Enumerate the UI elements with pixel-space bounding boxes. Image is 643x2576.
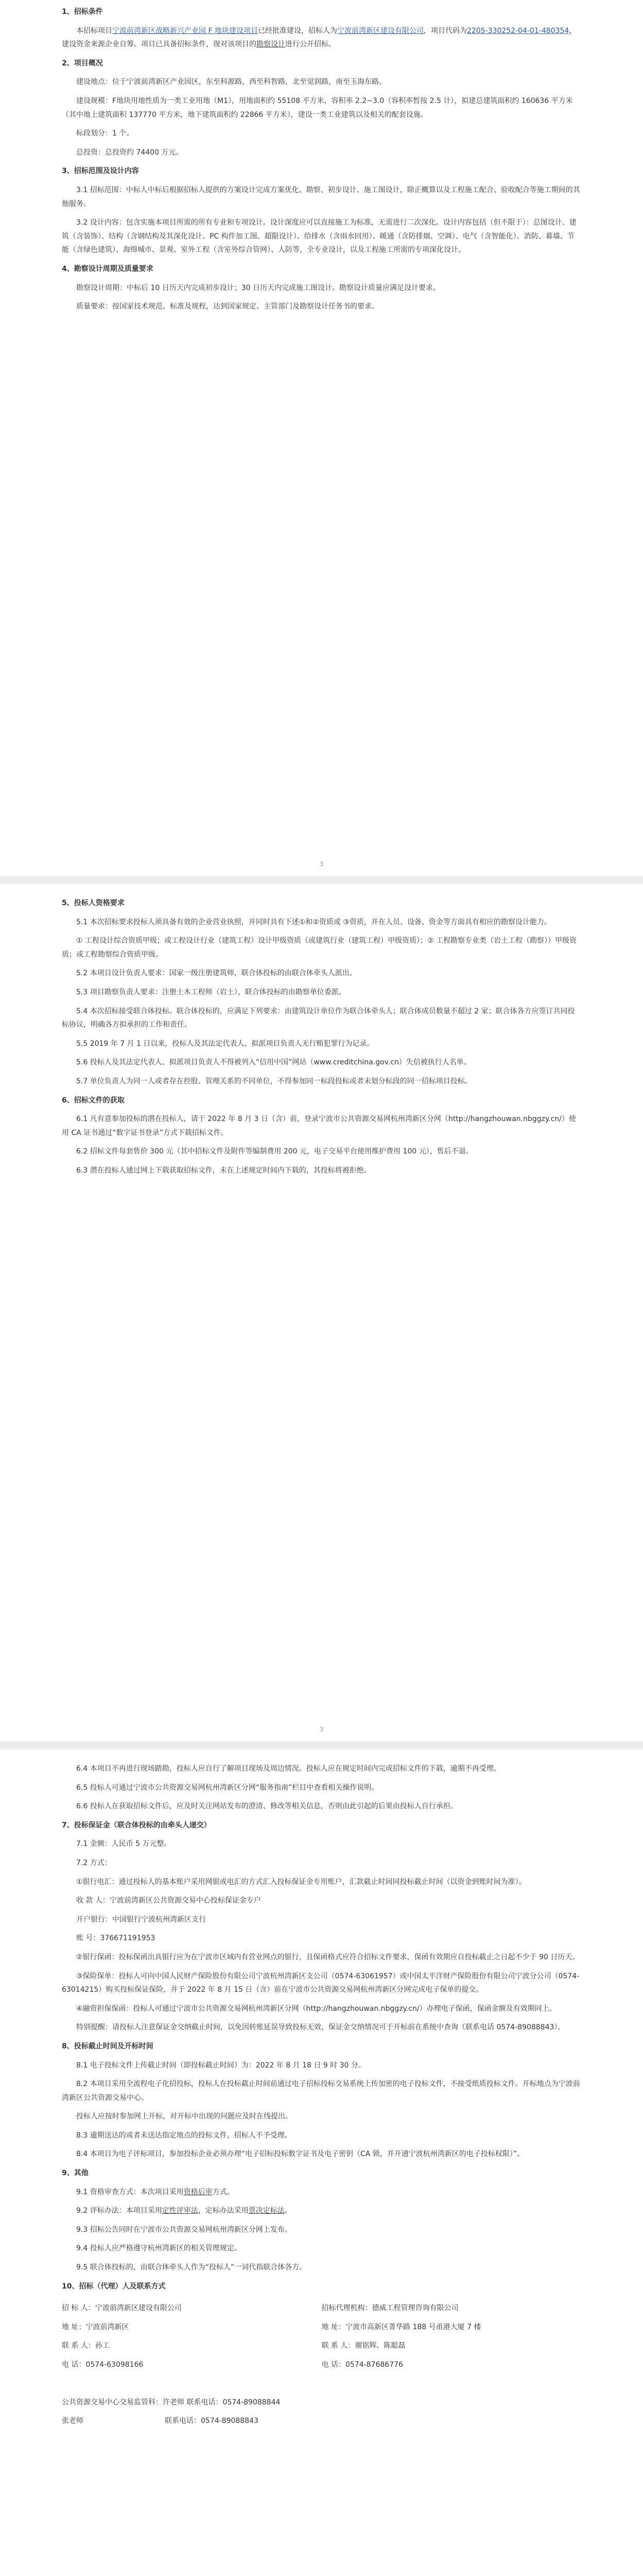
paragraph: 5.5 2019 年 7 月 1 日以来，投标人及其法定代表人、拟派项目负责人无行贿犯罪行为记录。 bbox=[76, 1039, 374, 1048]
tenderer-block: 招 标 人：宁波前湾新区建设有限公司 地 址：宁波前湾新区 联 系 人：孙工 电 话：0574-63098166 bbox=[62, 2304, 182, 2369]
paragraph: 9.2 评标办法：本项目采用定性评审法，定标办法采用票决定标法。 bbox=[76, 2207, 292, 2215]
paragraph: 5.3 项目勘察负责人要求：注册土木工程师（岩土），联合体投标的由勘察单位委派。 bbox=[76, 988, 346, 996]
section-heading: 5、投标人资格要求 bbox=[62, 899, 125, 907]
contact-table bbox=[62, 2298, 581, 2380]
page-3 bbox=[62, 1762, 581, 2576]
section-heading: 1、招标条件 bbox=[62, 8, 103, 16]
paragraph: 8.4 本项目为电子评标项目，参加投标企业必须办理“电子招标投标数字证书及电子密钥（CA 锁，并开通宁波杭州湾新区的电子投标权限）”。 bbox=[76, 2150, 525, 2159]
agent-name: 德威工程管理咨询有限公司 bbox=[372, 2304, 459, 2313]
section-heading: 3、招标范围及设计内容 bbox=[62, 167, 139, 176]
section-heading: 6、招标文件的获取 bbox=[62, 1096, 125, 1105]
paragraph: 5.2 本项目设计负责人要求：国家一级注册建筑师，联合体投标的由联合体牵头人派出。 bbox=[76, 969, 357, 978]
account-name: 宁波前湾新区公共资源交易中心投标保证金专户 bbox=[109, 1896, 261, 1905]
agent-phone: 0574-87686776 bbox=[345, 2361, 403, 2369]
paragraph: 5.4 本次招标接受联合体投标。联合体投标的，应满足下列要求：由建筑设计单位作为联合体牵头人；联合体成员数量不超过 2 家；联合体各方应签订共同投标协议，明确各方拟承担的工作和责任。 bbox=[62, 1007, 575, 1029]
paragraph: 8.3 逾期送达的或者未送达指定地点的投标文件，招标人不予受理。 bbox=[76, 2131, 292, 2140]
paragraph: 7.1 金额：人民币 5 万元整。 bbox=[76, 1840, 171, 1849]
paragraph: ①银行电汇：通过投标人的基本账户采用网银或电汇的方式汇入投标保证金专用账户，汇款截止时间同投标截止时间（以资金到账时间为准）。 bbox=[76, 1877, 526, 1886]
account-bank: 中国银行宁波杭州湾新区支行 bbox=[112, 1915, 206, 1924]
supervision-contact-2: 张老师 联系电话：0574-89088843 bbox=[62, 2417, 258, 2426]
project-name-link[interactable]: 宁波前湾新区战略新兴产业园 F 地块建设项目 bbox=[112, 26, 258, 35]
account-bank-row: 开户银行：中国银行宁波杭州湾新区支行 bbox=[76, 1915, 206, 1924]
paragraph: 5.6 投标人及其法定代表人、拟派项目负责人不得被列入“信用中国”网站（www.creditchina.gov.cn）失信被执行人名单。 bbox=[76, 1058, 471, 1067]
page-2 bbox=[62, 896, 581, 1710]
paragraph: 9.1 资格审查方式：本次项目采用资格后审方式。 bbox=[76, 2188, 234, 2196]
paragraph: 6.4 本项目不再进行现场踏勘，投标人应自行了解项目现场及周边情况。投标人应在规定时间内完成招标文件的下载，逾期不再受理。 bbox=[76, 1765, 501, 1773]
supervision-contact-1: 公共资源交易中心交易监管科：许老师 联系电话：0574-89088844 bbox=[62, 2398, 281, 2406]
award-method: 票决定标法 bbox=[248, 2207, 285, 2215]
paragraph: 本招标项目宁波前湾新区战略新兴产业园 F 地块建设项目已经批准建设，招标人为宁波前湾新区建设有限公司，项目代码为2205-330252-04-01-480354，建设资金来源企业自筹。项目已具备招标条件，现对该项目的勘察设计进行公开招标。 bbox=[62, 26, 577, 49]
agent-address: 宁波市高新区菁华路 188 号甬港大厦 7 楼 bbox=[345, 2323, 481, 2331]
paragraph: ②银行保函：投标保函出具银行应为在宁波市区域内有营业网点的银行，且保函格式应符合招标文件要求，保函有效期应自投标截止之日起不少于 90 日历天。 bbox=[76, 1953, 580, 1961]
review-method: 资格后审 bbox=[183, 2188, 213, 2196]
page-number: 3 bbox=[319, 1726, 324, 1733]
paragraph: 5.7 单位负责人为同一人或者存在控股、管理关系的不同单位，不得参加同一标段投标或者未划分标段的同一招标项目投标。 bbox=[76, 1077, 472, 1086]
paragraph: 3.2 设计内容：包含实施本项目所需的所有专业和专项设计。设计深度应可以直接施工为标准，无需进行二次深化。设计内容包括（但不限于）：总图设计、建筑（含装饰）、结构（含钢结构及其深化设计、PC 构件加工图、超限设计）、给排水（含雨水回用）、暖通（含防排烟、空调）、电气（含智能化）、消防、幕墙、节能（含绿色建筑）、海绵城市、景观、室外工程（含室外综合管网）、人防等，全专业设计，以及工程施工所需的专项深化设计。 bbox=[62, 218, 577, 255]
page-separator bbox=[0, 1741, 643, 1750]
project-code-link[interactable]: 2205-330252-04-01-480354 bbox=[466, 26, 569, 35]
paragraph: 质量要求：按国家技术规范、标准及规程，达到国家规定、主管部门及勘察设计任务书的要求。 bbox=[76, 302, 379, 311]
paragraph: 9.5 联合体投标的，由联合体牵头人作为“投标人”一词代指联合体各方。 bbox=[76, 2263, 307, 2272]
paragraph: 7.2 方式： bbox=[76, 1858, 112, 1867]
section-heading: 10、招标（代理）人及联系方式 bbox=[62, 2282, 166, 2291]
paragraph: 总投资：总投资约 74400 万元。 bbox=[76, 148, 183, 157]
section-heading: 2、项目概况 bbox=[62, 59, 103, 67]
tenderer-phone: 0574-63098166 bbox=[85, 2361, 144, 2369]
notice-paragraph: 特别提醒：请投标人注意保证金交纳截止时间，以免因转账延误导致投标无效，保证金交纳情况可于开标前在系统中查询（联系电话 0574-89088843）。 bbox=[76, 2023, 565, 2032]
tenderer-address: 宁波前湾新区 bbox=[85, 2323, 129, 2331]
paragraph: 勘察设计周期：中标后 10 日历天内完成初步设计；30 日历天内完成施工图设计。勘察设计质量应满足设计要求。 bbox=[76, 283, 440, 292]
account-name-row: 收 款 人：宁波前湾新区公共资源交易中心投标保证金专户 bbox=[76, 1896, 261, 1905]
account-number-row: 账 号：376671191953 bbox=[76, 1934, 155, 1943]
page-1 bbox=[62, 5, 581, 809]
paragraph: 6.2 招标文件每套售价 300 元（其中招标文件及附件等编制费用 200 元，电子交易平台使用维护费用 100 元），售后不退。 bbox=[76, 1147, 473, 1156]
paragraph: ① 工程设计综合资质甲级；或工程设计行业（建筑工程）设计甲级资质（或建筑行业（建筑工程）甲级资质）；② 工程勘察专业类（岩土工程（勘察））甲级资质；或工程勘察综合资质甲级。 bbox=[62, 937, 577, 959]
paragraph: ④融资担保保函：投标人可通过宁波市公共资源交易网杭州湾新区分网（http://hangzhouwan.nbggzy.cn/）办理电子保函，保函金额及有效期同上。 bbox=[76, 2004, 557, 2013]
agent-contact: 谢铭辉、陈聪磊 bbox=[355, 2342, 406, 2350]
paragraph: 建设地点：位于宁波前湾新区产业园区，东至科源路，西至科智路，北至觉润路，南至玉海东路。 bbox=[76, 78, 386, 87]
page-number: 3 bbox=[319, 860, 324, 868]
agent-block: 招标代理机构：德威工程管理咨询有限公司 地 址：宁波市高新区菁华路 188 号甬港大厦 7 楼 联 系 人：谢铭辉、陈聪磊 电 话：0574-87686776 bbox=[321, 2304, 481, 2369]
paragraph: 标段划分：1 个。 bbox=[76, 129, 134, 138]
paragraph: ③保险保单：投标人可向中国人民财产保险股份有限公司宁波杭州湾新区支公司（0574-63061957）或中国太平洋财产保险股份有限公司宁波分公司（0574-63014215）购买投标保证保险，并于 2022 年 8 月 15 日（含）前在宁波市公共资源交易网杭州湾新区分网完成电子保单的提交。 bbox=[62, 1972, 580, 1994]
paragraph: 5.1 本次招标要求投标人须具备有效的企业营业执照，并同时具有下述①和②资质或 ③资质，并在人员、设备、资金等方面具有相应的勘察设计能力。 bbox=[76, 918, 551, 926]
account-number: 376671191953 bbox=[100, 1934, 155, 1943]
paragraph: 9.3 招标公告同时在宁波市公共资源交易网杭州湾新区分网上发布。 bbox=[76, 2225, 292, 2234]
section-heading: 7、投标保证金（联合体投标的由牵头人递交） bbox=[62, 1821, 211, 1829]
paragraph: 6.1 凡有意参加投标的潜在投标人，请于 2022 年 8 月 3 日（含）前，登录宁波市公共资源交易网杭州湾新区分网（http://hangzhouwan.nbggzy.cn/）使用 CA 证书通过“数字证书登录”方式下载招标文件。 bbox=[62, 1115, 576, 1137]
paragraph: 8.2 本项目采用全流程电子化招投标，投标人在投标截止时间前通过电子招标投标交易系统上传加密的电子投标文件，不接受纸质投标文件。开标地点为宁波前湾新区公共资源交易中心。 bbox=[62, 2080, 580, 2102]
paragraph: 6.3 潜在投标人通过网上下载获取招标文件，未在上述规定时间内下载的，其投标将被拒绝。 bbox=[76, 1166, 371, 1175]
evaluation-method: 定性评审法 bbox=[162, 2207, 198, 2215]
paragraph: 8.1 电子投标文件上传截止时间（即投标截止时间）为：2022 年 8 月 18 日 9 时 30 分。 bbox=[76, 2061, 366, 2070]
page-separator bbox=[0, 876, 643, 884]
tenderer-contact: 孙工 bbox=[95, 2342, 110, 2350]
scope-text: 勘察设计 bbox=[256, 40, 285, 49]
owner-name-link[interactable]: 宁波前湾新区建设有限公司 bbox=[337, 26, 424, 35]
paragraph: 投标人应按时参加网上开标，对开标中出现的问题应及时在线提出。 bbox=[76, 2112, 292, 2121]
paragraph: 建设规模：F地块用地性质为一类工业用地（M1），用地面积约 55108 平方米，容积率 2.2~3.0（容积率暂按 2.5 计），拟建总建筑面积约 160636 平方米（其中地上建筑面积 137770 平方米，地下建筑面积约 22866 平方米），建设一类工业建筑以及相关的配套设施。 bbox=[62, 96, 573, 119]
tenderer-name: 宁波前湾新区建设有限公司 bbox=[95, 2304, 182, 2313]
paragraph: 6.6 投标人在获取招标文件后，应及时关注网站发布的澄清、修改等相关信息，否则由此引起的后果由投标人自行承担。 bbox=[76, 1802, 458, 1811]
section-heading: 9、其他 bbox=[62, 2169, 89, 2178]
paragraph: 3.1 招标范围：中标人中标后根据招标人提供的方案设计完成方案优化、勘察、初步设计、施工图设计，除正概算以及工程施工配合、验收配合等施工期间的其他服务。 bbox=[62, 185, 580, 208]
section-heading: 8、投标截止时间及开标时间 bbox=[62, 2042, 153, 2050]
section-heading: 4、勘察设计周期及质量要求 bbox=[62, 264, 153, 273]
paragraph: 6.5 投标人可通过宁波市公共资源交易网杭州湾新区分网“服务指南”栏目中查看相关操作说明。 bbox=[76, 1783, 379, 1792]
paragraph: 9.4 投标人应严格遵守杭州湾新区的相关管理规定。 bbox=[76, 2244, 241, 2253]
